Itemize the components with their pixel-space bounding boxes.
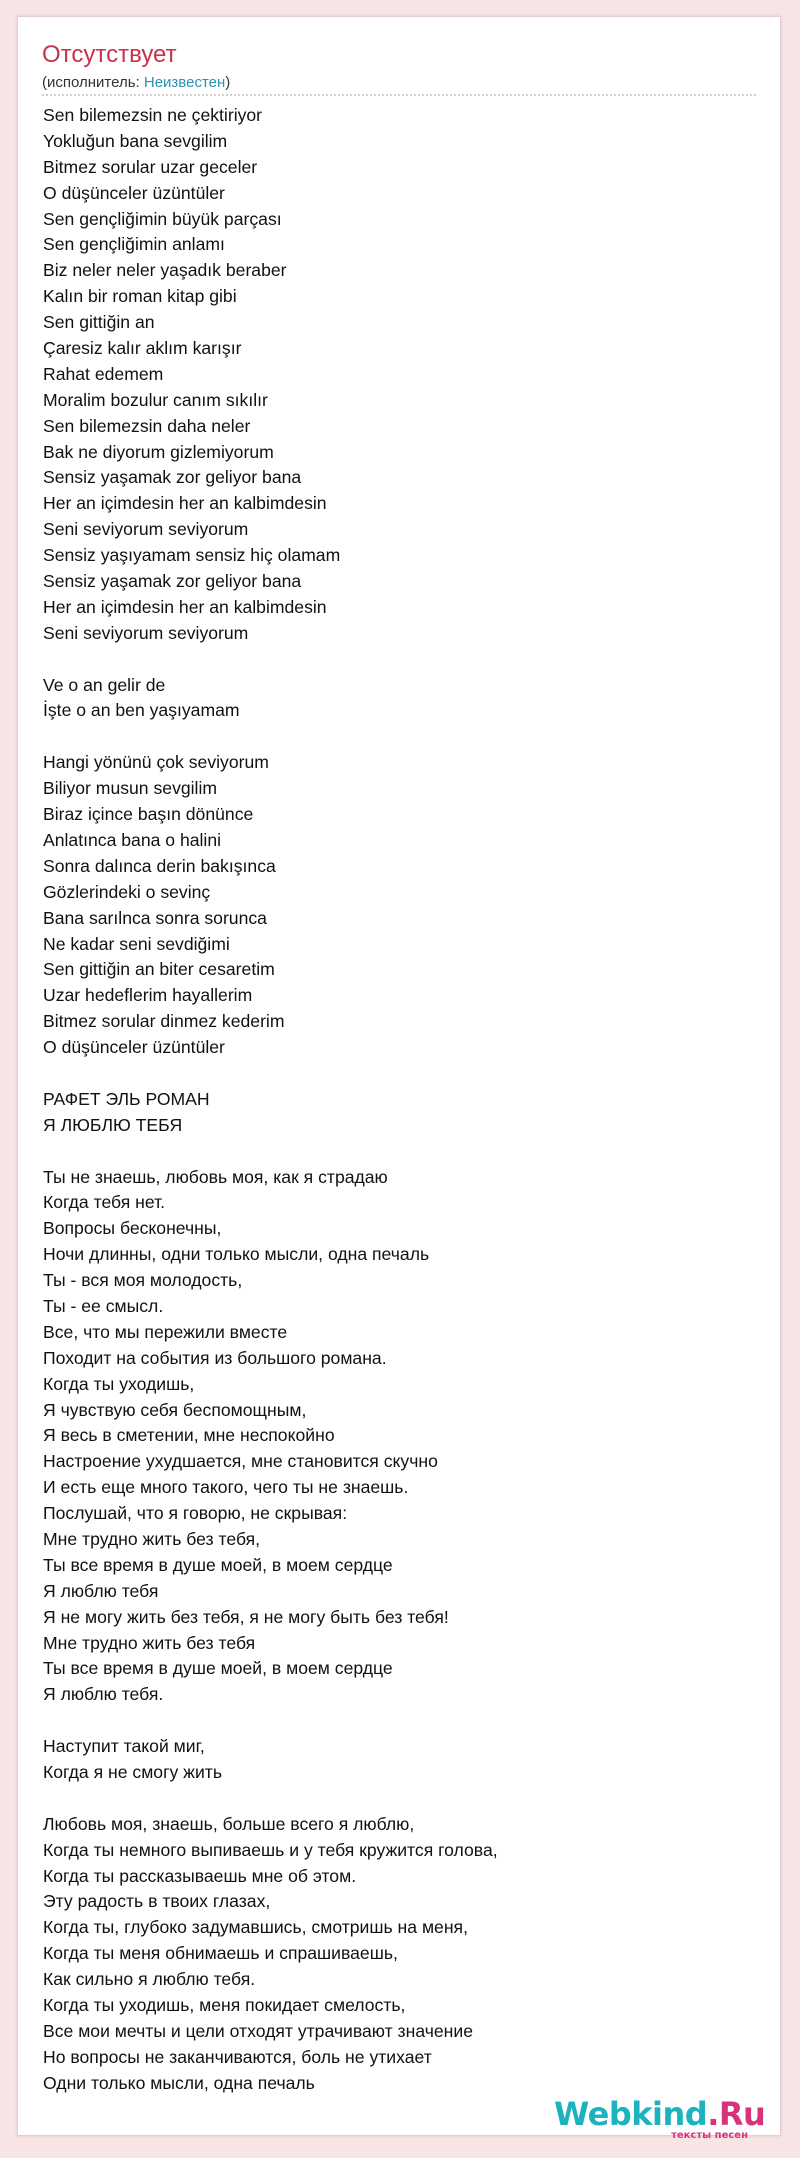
blank-line [43, 1061, 758, 1087]
lyric-line: Походит на события из большого романа. [43, 1347, 387, 1368]
lyric-line: Bitmez sorular uzar geceler [43, 156, 258, 177]
lyric-line: Мне трудно жить без тебя, [43, 1528, 261, 1549]
lyric-line: Biliyor musun sevgilim [43, 778, 218, 799]
lyric-line: Я не могу жить без тебя, я не могу быть без тебя! [43, 1606, 449, 1627]
lyric-line: Я чувствую себя беспомощным, [43, 1399, 307, 1420]
lyric-line: Настроение ухудшается, мне становится скучно [43, 1451, 438, 1472]
lyric-line: Все, что мы пережили вместе [43, 1321, 288, 1342]
blank-line [43, 1139, 758, 1165]
lyric-line: Hangi yönünü çok seviyorum [43, 752, 269, 773]
lyric-line: Как сильно я люблю тебя. [43, 1969, 256, 1990]
lyric-line: İşte o an ben yaşıyamam [43, 700, 240, 721]
lyric-line: Çaresiz kalır aklım karışır [43, 338, 242, 359]
lyric-line: Sonra dalınca derin bakışınca [43, 855, 276, 876]
lyric-line: Biz neler neler yaşadık beraber [43, 260, 287, 281]
lyric-line: Ne kadar seni sevdiğimi [43, 933, 230, 954]
blank-line [43, 1708, 758, 1734]
lyric-line: Когда я не смогу жить [43, 1762, 223, 1782]
artist-suffix: ) [225, 74, 231, 91]
lyric-line: Biraz içince başın dönünce [43, 804, 254, 825]
lyric-line: Ты все время в душе моей, в моем сердце [43, 1554, 393, 1575]
lyrics-card [17, 16, 781, 2141]
lyric-line: Ve o an gelir de [43, 674, 166, 695]
song-title: Отсутствует [42, 41, 177, 68]
logo-suffix: .Ru [707, 2095, 766, 2133]
lyric-line: Her an içimdesin her an kalbimdesin [43, 493, 327, 514]
lyric-line: И есть еще много такого, чего ты не знаешь. [43, 1477, 409, 1498]
lyric-line: Ты - вся моя молодость, [43, 1270, 243, 1291]
lyric-line: Kalın bir roman kitap gibi [43, 286, 237, 307]
lyric-line: Послушай, что я говорю, не скрывая: [43, 1503, 348, 1524]
artist-prefix: (исполнитель: [42, 74, 144, 91]
logo-tagline: тексты песен [671, 2130, 748, 2141]
artist-link[interactable]: Неизвестен [143, 74, 226, 91]
lyrics-text [43, 103, 758, 2097]
lyric-line: Rahat edemem [43, 363, 164, 384]
lyric-line: Her an içimdesin her an kalbimdesin [43, 596, 327, 617]
lyric-line: Sen gençliğimin büyük parçası [43, 208, 282, 229]
lyric-line: Sen bilemezsin daha neler [43, 415, 251, 436]
lyric-line: Ты - ее смысл. [43, 1295, 164, 1316]
lyric-line: Я весь в сметении, мне неспокойно [43, 1425, 335, 1446]
lyric-line: Seni seviyorum seviyorum [43, 622, 249, 643]
lyric-line: Ты не знаешь, любовь моя, как я страдаю [43, 1166, 388, 1187]
site-logo[interactable] [554, 2095, 766, 2147]
lyric-line: Наступит такой миг, [43, 1736, 205, 1757]
lyric-line: Когда тебя нет. [43, 1192, 166, 1213]
lyric-line: Sen gittiğin an [43, 312, 155, 333]
lyric-line: Sensiz yaşamak zor geliyor bana [43, 571, 302, 592]
lyric-line: Bak ne diyorum gizlemiyorum [43, 441, 274, 462]
lyric-line: Ты все время в душе моей, в моем сердце [43, 1658, 393, 1679]
lyric-line: Одни только мысли, одна печаль [43, 2072, 315, 2093]
lyric-line: Когда ты уходишь, меня покидает смелость, [43, 1995, 406, 2016]
lyric-line: Ночи длинны, одни только мысли, одна печаль [43, 1244, 430, 1265]
lyric-line: Когда ты уходишь, [43, 1373, 195, 1394]
lyric-line: O düşünceler üzüntüler [43, 1037, 225, 1058]
lyric-line: Bitmez sorular dinmez kederim [43, 1011, 285, 1032]
lyric-line: Когда ты, глубоко задумавшись, смотришь на меня, [43, 1917, 468, 1938]
lyric-line: Когда ты рассказываешь мне об этом. [43, 1865, 357, 1886]
lyric-line: O düşünceler üzüntüler [43, 182, 225, 203]
lyric-line: Эту радость в твоих глазах, [43, 1891, 271, 1912]
lyric-line: Когда ты немного выпиваешь и у тебя кружится голова, [43, 1839, 498, 1860]
artist-byline [42, 74, 230, 92]
lyric-line: Anlatınca bana o halini [43, 829, 222, 850]
lyric-line: Мне трудно жить без тебя [43, 1632, 256, 1653]
lyric-line: Но вопросы не заканчиваются, боль не утихает [43, 2046, 432, 2067]
lyric-line: Я люблю тебя [43, 1580, 159, 1601]
lyric-line: Sen gençliğimin anlamı [43, 234, 225, 255]
lyric-line: Yokluğun bana sevgilim [43, 130, 228, 151]
lyric-line: Все мои мечты и цели отходят утрачивают значение [43, 2020, 474, 2041]
lyric-line: Sensiz yaşıyamam sensiz hiç olamam [43, 545, 341, 566]
lyric-line: Когда ты меня обнимаешь и спрашиваешь, [43, 1943, 398, 1964]
lyric-line: Любовь моя, знаешь, больше всего я люблю, [43, 1813, 415, 1834]
logo-name: Webkind [554, 2095, 708, 2133]
lyric-line: Sen gittiğin an biter cesaretim [43, 959, 275, 980]
lyric-line: Я ЛЮБЛЮ ТЕБЯ [43, 1114, 183, 1135]
lyric-line: Я люблю тебя. [43, 1684, 164, 1705]
lyric-line: Seni seviyorum seviyorum [43, 519, 249, 540]
blank-line [43, 647, 758, 673]
blank-line [43, 1786, 758, 1812]
lyric-line: Gözlerindeki o sevinç [43, 881, 211, 902]
lyric-line: РАФЕТ ЭЛЬ РОМАН [43, 1088, 210, 1109]
lyric-line: Bana sarılnca sonra sorunca [43, 907, 267, 928]
lyric-line: Sen bilemezsin ne çektiriyor [43, 105, 263, 125]
lyric-line: Вопросы бесконечны, [43, 1218, 222, 1239]
lyric-line: Uzar hedeflerim hayallerim [43, 985, 253, 1006]
lyric-line: Moralim bozulur canım sıkılır [43, 389, 268, 410]
blank-line [43, 724, 758, 750]
logo-wordmark [554, 2095, 766, 2133]
dotted-divider [42, 94, 756, 96]
lyric-line: Sensiz yaşamak zor geliyor bana [43, 467, 302, 488]
